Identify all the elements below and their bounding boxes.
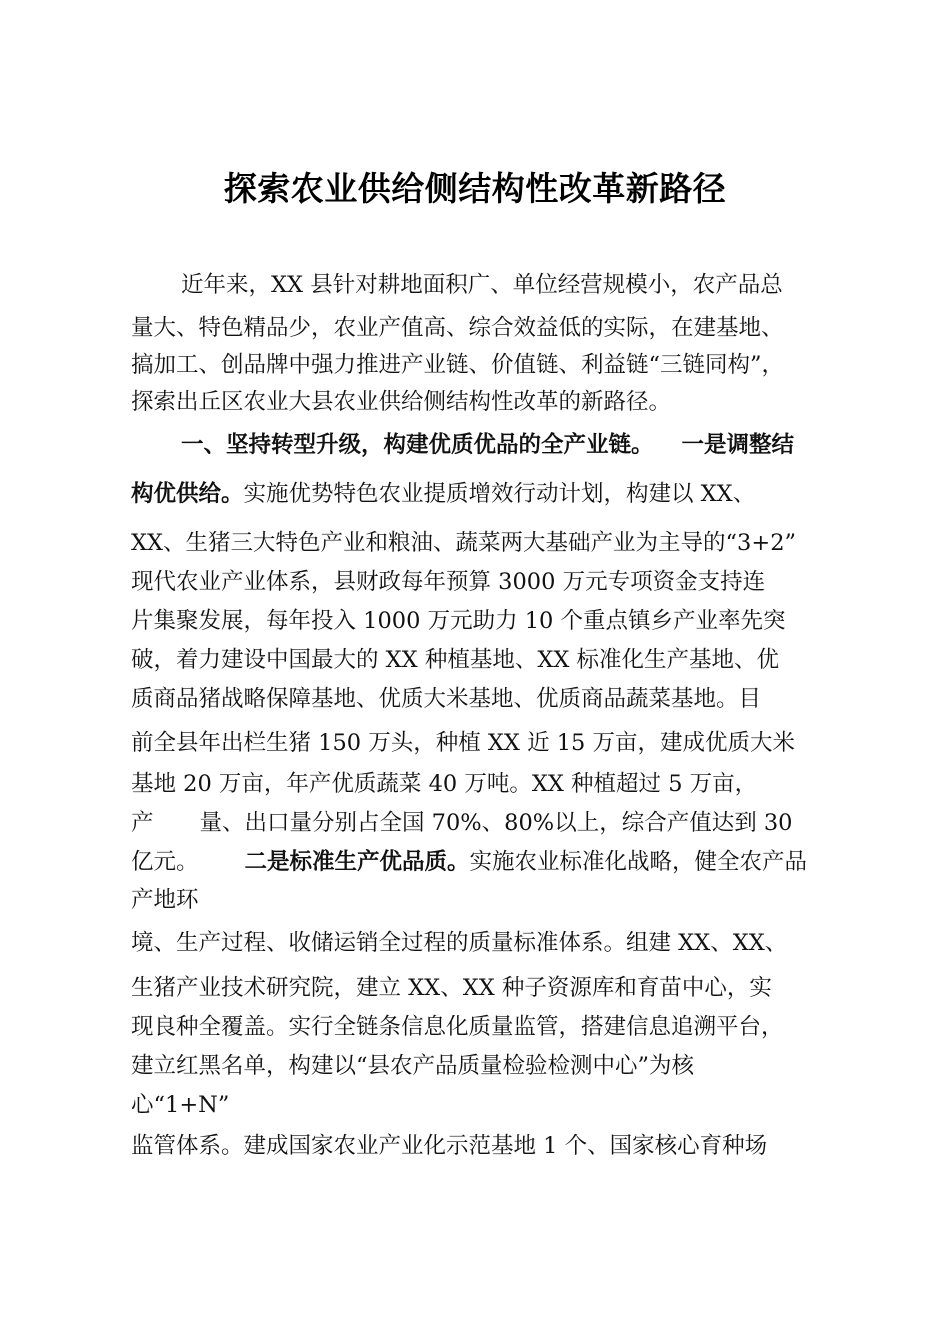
- paragraph-line: 境、生产过程、收储运销全过程的质量标准体系。组建 XX、XX、: [131, 930, 788, 956]
- paragraph-line: 监管体系。建成国家农业产业化示范基地 1 个、国家核心育种场: [131, 1133, 768, 1159]
- paragraph-line: 建立红黑名单，构建以“县农产品质量检验检测中心”为核: [131, 1053, 695, 1079]
- paragraph-line: 基地 20 万亩，年产优质蔬菜 40 万吨。XX 种植超过 5 万亩，: [131, 771, 758, 797]
- paragraph-line: 产地环: [131, 887, 199, 913]
- subheading-part: 一是调整结: [681, 432, 795, 458]
- paragraph-line: 探索出丘区农业大县农业供给侧结构性改革的新路径。: [131, 389, 672, 415]
- subheading-part: 构优供给。: [131, 481, 244, 507]
- paragraph-text: 产: [131, 810, 154, 836]
- paragraph-line: [131, 847, 807, 877]
- paragraph-line: 破，着力建设中国最大的 XX 种植基地、XX 标准化生产基地、优: [131, 647, 780, 673]
- paragraph-line: 近年来，XX 县针对耕地面积广、单位经营规模小，农产品总: [181, 272, 783, 298]
- document-title: 探索农业供给侧结构性改革新路径: [223, 169, 727, 208]
- paragraph-line: 质商品猪战略保障基地、优质大米基地、优质商品蔬菜基地。目: [131, 686, 762, 712]
- paragraph-text: 实施优势特色农业提质增效行动计划，构建以 XX、: [243, 481, 756, 507]
- paragraph-text: 亿元。: [131, 849, 199, 875]
- paragraph-line: XX、生猪三大特色产业和粮油、蔬菜两大基础产业为主导的“3+2”: [131, 530, 797, 556]
- paragraph-line: 片集聚发展，每年投入 1000 万元助力 10 个重点镇乡产业率先突: [131, 608, 786, 634]
- paragraph-line: 现良种全覆盖。实行全链条信息化质量监管，搭建信息追溯平台，: [131, 1014, 784, 1040]
- paragraph-line: 前全县年出栏生猪 150 万头，种植 XX 近 15 万亩，建成优质大米: [131, 730, 796, 756]
- paragraph-text: 量、出口量分别占全国 70%、80%以上，综合产值达到 30: [199, 810, 793, 836]
- section-heading: 一、坚持转型升级，构建优质优品的全产业链。: [181, 432, 654, 458]
- paragraph-text: 实施农业标准化战略，健全农产品: [469, 849, 808, 875]
- subheading-part: 二是标准生产优品质。: [244, 849, 470, 875]
- paragraph-line: [131, 808, 792, 838]
- paragraph-line: [131, 479, 755, 509]
- paragraph-line: 生猪产业技术研究院，建立 XX、XX 种子资源库和育苗中心，实: [131, 975, 772, 1001]
- paragraph-line: 现代农业产业体系，县财政每年预算 3000 万元专项资金支持连: [131, 569, 766, 595]
- paragraph-line: 心“1+N”: [131, 1092, 230, 1118]
- paragraph-line: 搞加工、创品牌中强力推进产业链、价值链、利益链“三链同构”，: [131, 352, 785, 378]
- paragraph-line: 量大、特色精品少，农业产值高、综合效益低的实际，在建基地、: [131, 315, 784, 341]
- section-heading-line: [181, 430, 794, 460]
